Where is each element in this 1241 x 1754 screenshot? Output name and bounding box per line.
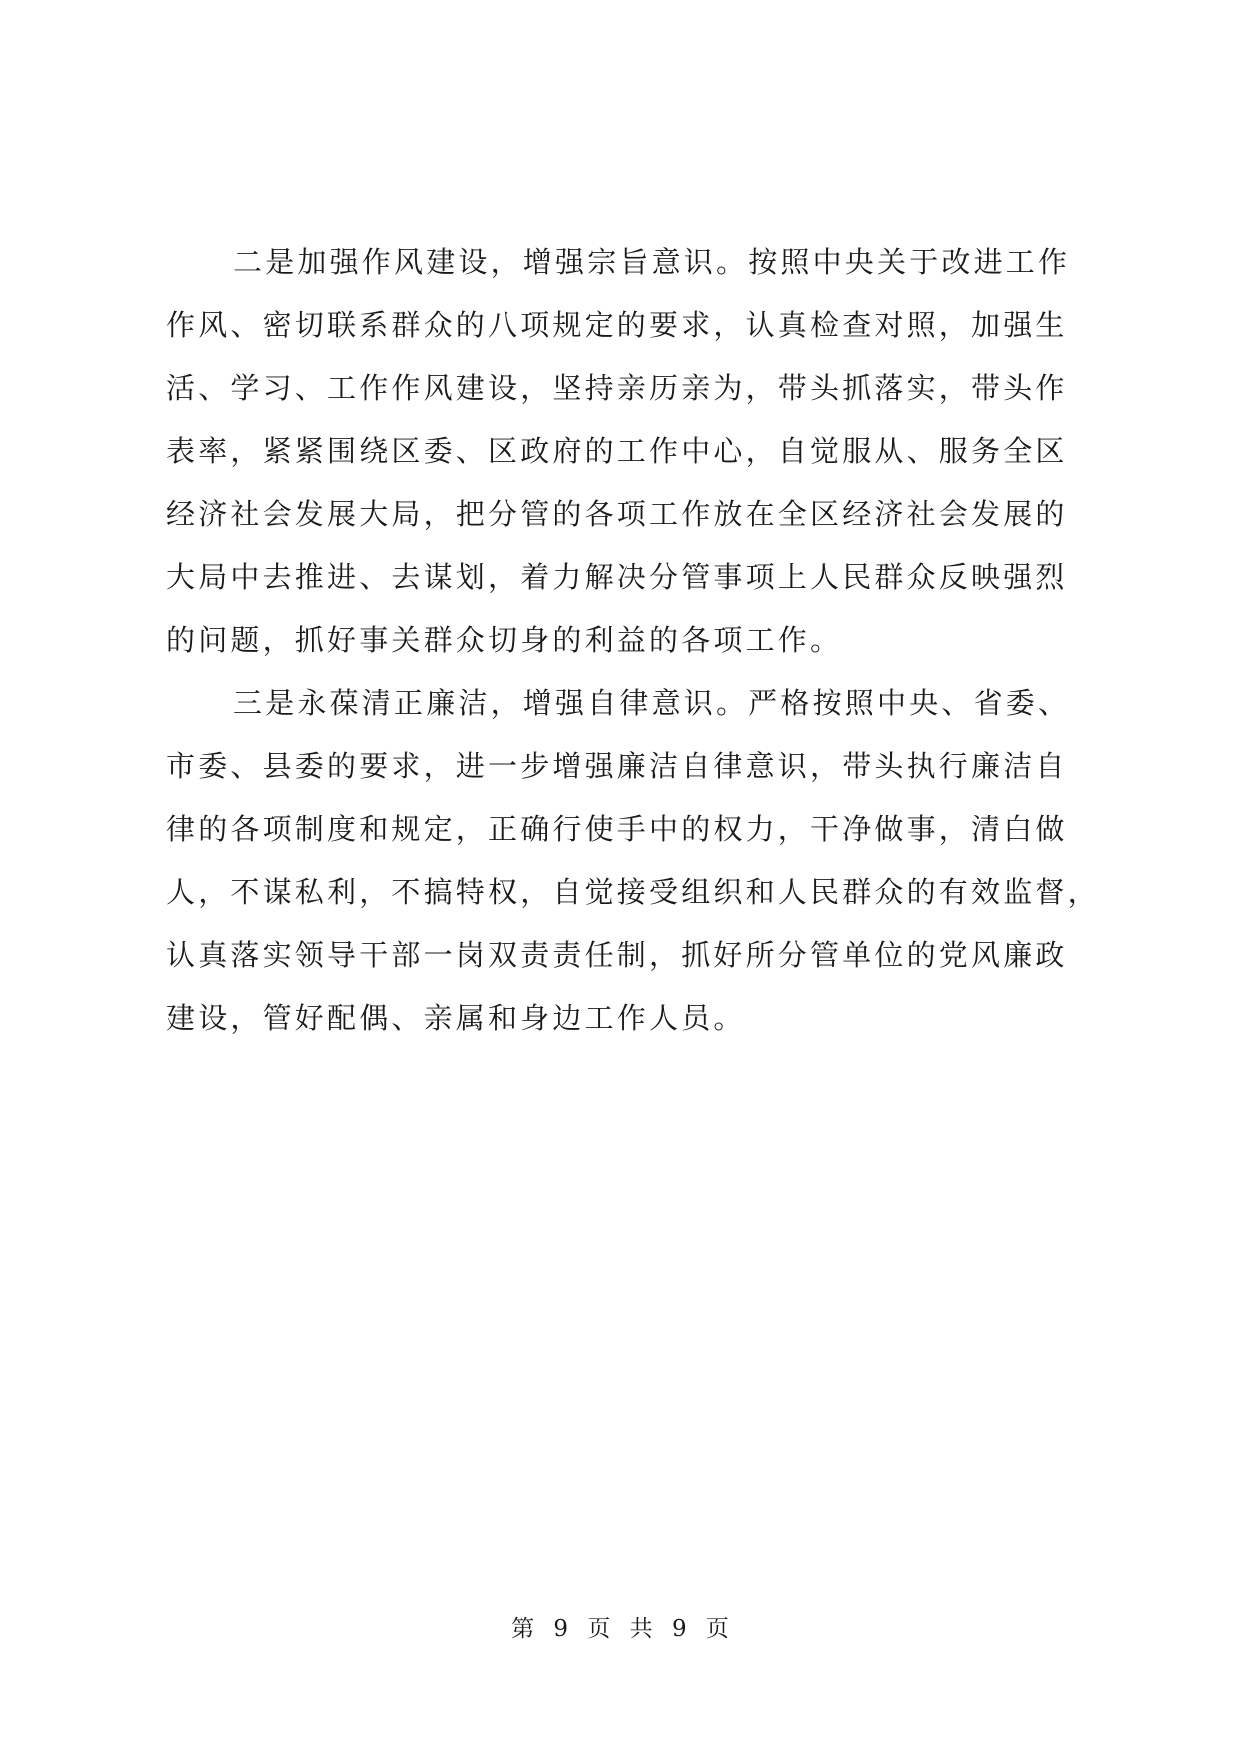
paragraph-line: 经济社会发展大局，把分管的各项工作放在全区经济社会发展的 — [166, 497, 1068, 531]
paragraph-work-style — [166, 231, 1086, 672]
paragraph-line: 律的各项制度和规定，正确行使手中的权力，干净做事，清白做 — [166, 812, 1068, 846]
document-body — [166, 231, 1100, 1050]
paragraph-line: 市委、县委的要求，进一步增强廉洁自律意识，带头执行廉洁自 — [166, 749, 1068, 783]
paragraph-integrity — [166, 672, 1100, 1050]
paragraph-line: 二是加强作风建设，增强宗旨意识。按照中央关于改进工作 — [233, 245, 1071, 279]
page-number-footer: 第 9 页 共 9 页 — [511, 1616, 730, 1642]
paragraph-line: 的问题，抓好事关群众切身的利益的各项工作。 — [166, 623, 843, 657]
paragraph-line: 大局中去推进、去谋划，着力解决分管事项上人民群众反映强烈 — [166, 560, 1068, 594]
paragraph-line: 表率，紧紧围绕区委、区政府的工作中心，自觉服从、服务全区 — [166, 434, 1068, 468]
paragraph-line: 建设，管好配偶、亲属和身边工作人员。 — [166, 1001, 746, 1035]
paragraph-line: 作风、密切联系群众的八项规定的要求，认真检查对照，加强生 — [166, 308, 1068, 342]
paragraph-line: 认真落实领导干部一岗双责责任制，抓好所分管单位的党风廉政 — [166, 938, 1068, 972]
paragraph-line: 活、学习、工作作风建设，坚持亲历亲为，带头抓落实，带头作 — [166, 371, 1068, 405]
paragraph-line: 人，不谋私利，不搞特权，自觉接受组织和人民群众的有效监督， — [166, 875, 1100, 909]
paragraph-line: 三是永葆清正廉洁，增强自律意识。严格按照中央、省委、 — [233, 686, 1071, 720]
